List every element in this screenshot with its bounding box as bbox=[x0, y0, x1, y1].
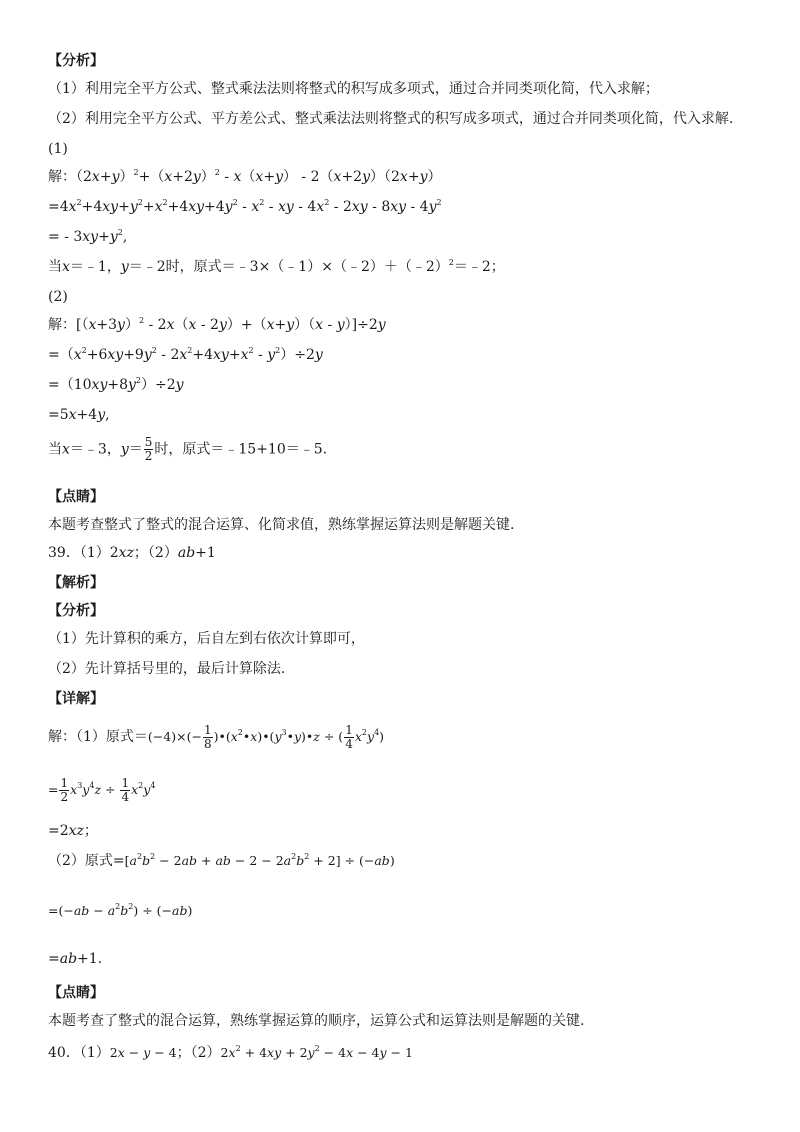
part1-expression: 解：$(2x+y)^2+(x+2y)^2 - x(x+y) - 2(x+2y)(2x+y)$ bbox=[48, 168, 442, 185]
q39-part2-label: （2）原式= bbox=[48, 853, 125, 869]
analysis-point-2: （2）利用完全平方公式、平方差公式、整式乘法法则将整式的积写成多项式，通过合并同类项化简，代入求解. bbox=[48, 111, 734, 127]
q40-number: 40． bbox=[48, 1045, 80, 1061]
part1-label: (1) bbox=[48, 141, 68, 157]
q39-part1-step: = $\frac{1}{2}$ $x^3y^4z$ ÷ $\frac{1}{4}$ $x^2y^4$ bbox=[48, 776, 156, 804]
comment-text: 本题考查整式了整式的混合运算、化简求值，熟练掌握运算法则是解题关键. bbox=[48, 517, 515, 533]
q39-answer: 39．（1）2xz；（2）ab+1 bbox=[48, 545, 216, 561]
part1-step2: = - $3xy+y^2$, bbox=[48, 228, 128, 245]
q39-part2-step: $=(-ab - a^2b^2) \div (-ab)$ bbox=[48, 902, 193, 918]
q39-analysis-1: （1）先计算积的乘方，后自左到右依次计算即可， bbox=[48, 631, 365, 647]
q39-part2-expression: （2）原式$=[a^2b^2 - 2ab$ + ab − $2 - 2a^2b^2 + 2] \div (-ab)$ bbox=[48, 852, 395, 869]
when-prefix: 当 bbox=[48, 441, 62, 458]
part1-step1: $=4x^2+4xy+y^2+x^2+4xy+4y^2 - x^2$ - xy - $4x^2 - 2xy - 8xy - 4y^2$ bbox=[48, 198, 442, 215]
comment-heading: 【点睛】 bbox=[48, 489, 104, 505]
q39-jiexi-heading: 【解析】 bbox=[48, 575, 104, 591]
analysis-heading: 【分析】 bbox=[48, 53, 104, 69]
solution-prefix: 解： bbox=[48, 169, 76, 185]
part1-eval-text: 时，原式＝﹣3×（﹣1）×（﹣2）＋（﹣2） bbox=[165, 259, 449, 275]
part2-expression: 解：$[(x+3y)^2 - 2x(x - 2y)+(x+y)(x - y)]\div 2y$ bbox=[48, 316, 386, 333]
q39-result-1: =2xz； bbox=[48, 823, 98, 839]
solution-prefix: 解： bbox=[48, 317, 76, 333]
part1-eval-result: ＝﹣2； bbox=[453, 259, 505, 275]
q40-part1-label: （1） bbox=[79, 1045, 110, 1061]
q40-answer: 40．（1）2x − y − 4；$(2)2x^2 + 4xy + 2y^2 - 4x - 4y - 1$ bbox=[48, 1044, 413, 1061]
q39-solution-label: 解：（1）原式＝ bbox=[48, 729, 148, 745]
fraction-five-halves: $\frac{5}{2}$ bbox=[144, 435, 153, 463]
part2-step3: =5x+4y, bbox=[48, 407, 110, 423]
q39-detail-heading: 【详解】 bbox=[48, 691, 104, 707]
part2-eval-text: 时，原式＝﹣15+10＝﹣5. bbox=[154, 441, 328, 458]
when-prefix: 当 bbox=[48, 259, 62, 275]
part2-step2: $=(10xy+8y^2)\div 2y$ bbox=[48, 376, 184, 393]
q39-analysis-2: （2）先计算括号里的，最后计算除法. bbox=[48, 661, 286, 677]
q40-separator: ；（2） bbox=[176, 1045, 221, 1061]
q39-comment-text: 本题考查了整式的混合运算，熟练掌握运算的顺序，运算公式和运算法则是解题的关键. bbox=[48, 1013, 585, 1029]
analysis-point-1: （1）利用完全平方公式、整式乘法法则将整式的积写成多项式，通过合并同类项化简，代入求解； bbox=[48, 81, 659, 97]
q39-result-2: =ab+1. bbox=[48, 951, 103, 967]
part2-step1: $=(x^2+6xy+9y^2 - 2x^2+4xy+x^2 - y^2)\div 2y$ bbox=[48, 346, 323, 363]
q39-part1-expression: 解：（1）原式＝(−4)×(− $\frac{1}{8}$ )$•(x^2•x)•(y^3•y)•z$ ÷ ( $\frac{1}{4}$ $x^2y^4$) bbox=[48, 723, 385, 751]
part2-label: (2) bbox=[48, 289, 68, 305]
q39-comment-heading: 【点睛】 bbox=[48, 985, 104, 1001]
part1-evaluation: 当x＝﹣1，y＝﹣2时，原式＝﹣3×（﹣1）×（﹣2）＋（﹣2）$^2$＝﹣2； bbox=[48, 258, 505, 275]
q39-analysis-heading: 【分析】 bbox=[48, 603, 104, 619]
part2-evaluation: 当x＝﹣3，y＝ $\frac{5}{2}$ 时，原式＝﹣15+10＝﹣5. bbox=[48, 435, 328, 463]
